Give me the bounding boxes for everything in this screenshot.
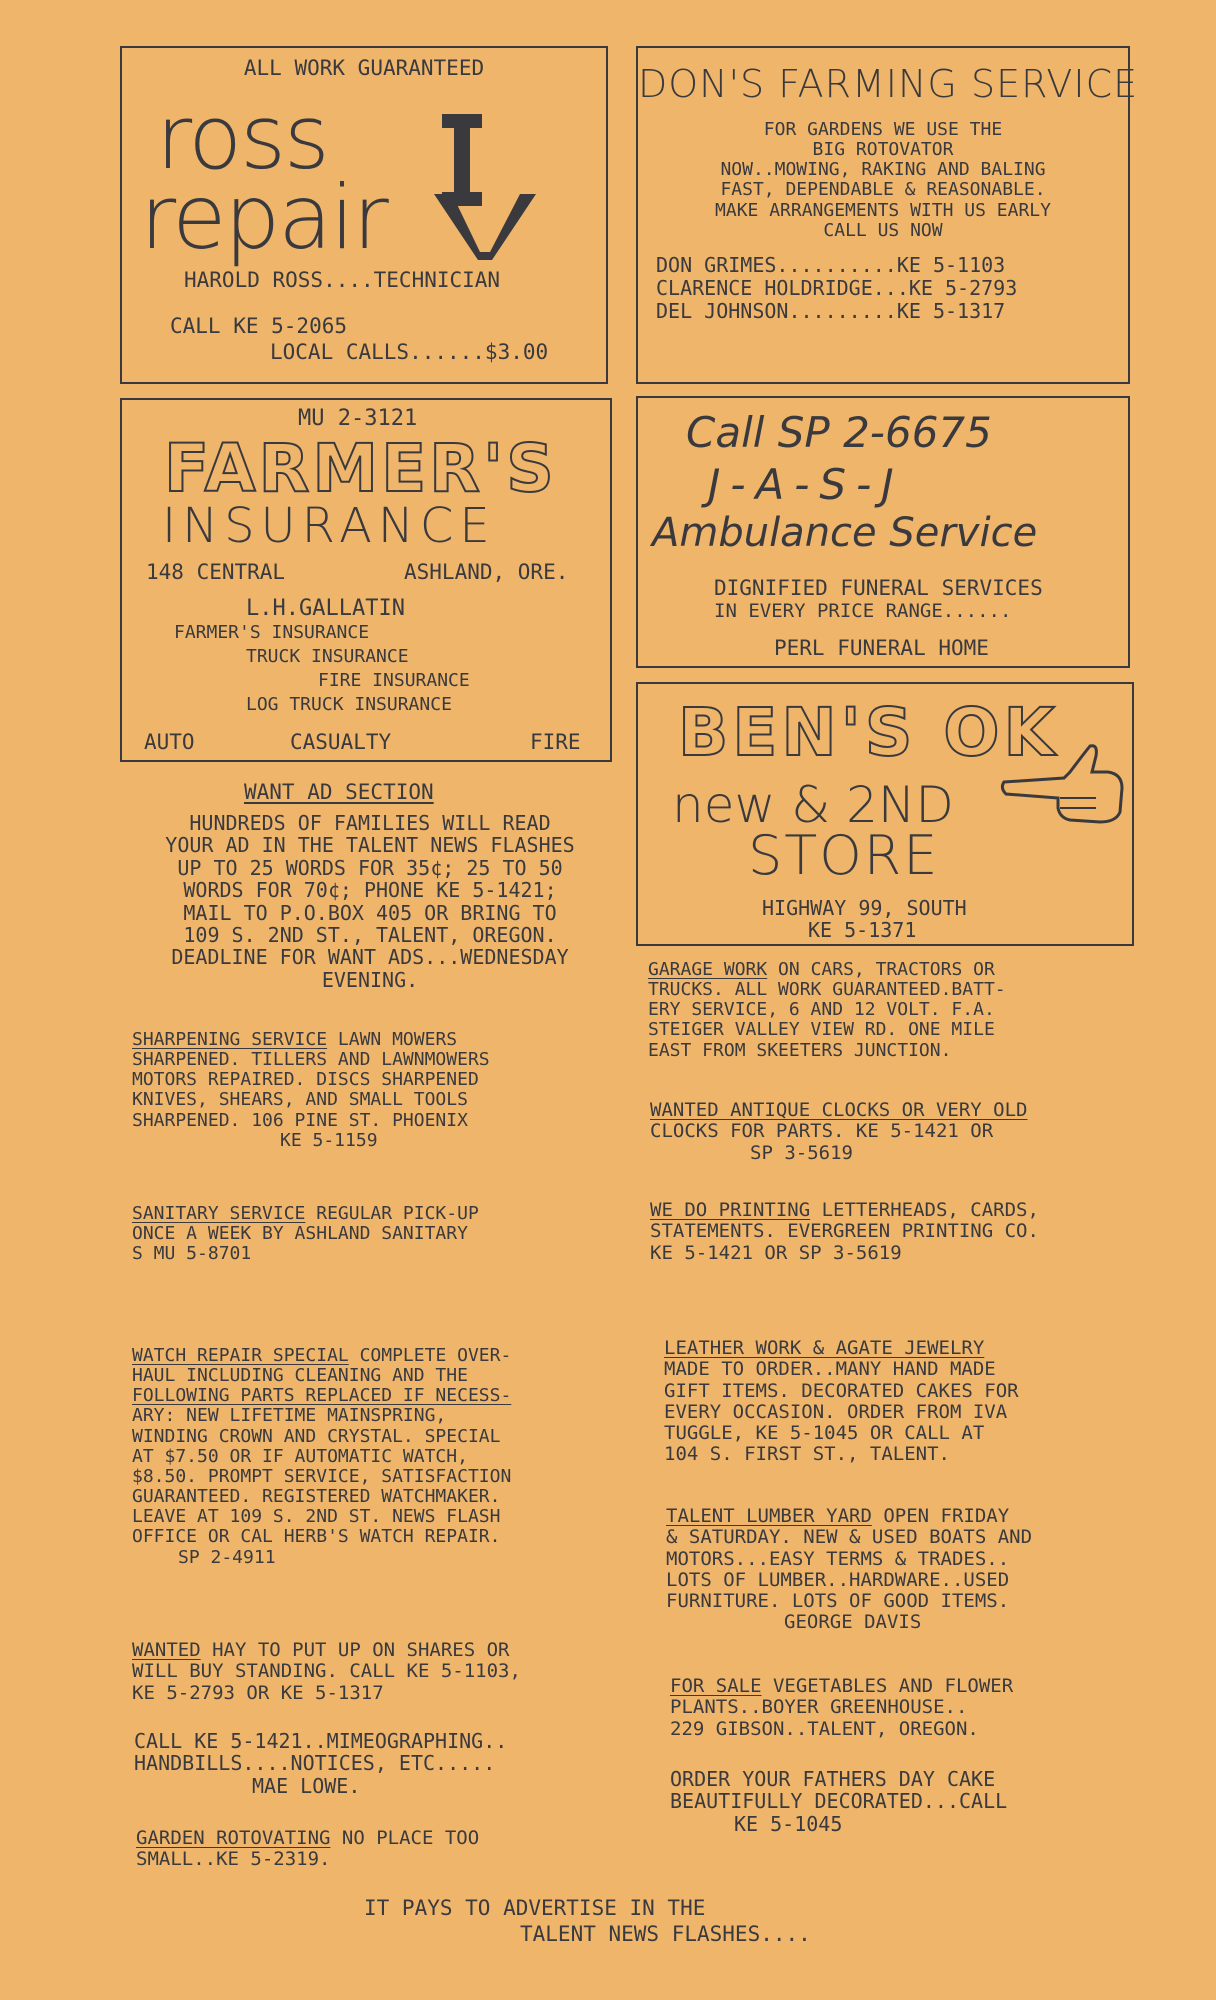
ad-line: WINDING CROWN AND CRYSTAL. SPECIAL xyxy=(132,1425,501,1447)
ad-line: GUARANTEED. REGISTERED WATCHMAKER. xyxy=(132,1486,501,1508)
want-ad-heading: WANT AD SECTION xyxy=(244,780,434,804)
printing-ad xyxy=(650,1200,1039,1264)
tv-logo-icon xyxy=(412,110,542,260)
farmers-phone: MU 2-3121 xyxy=(298,406,418,431)
ad-line: COMPLETE OVER- xyxy=(348,1345,512,1366)
contact-name: CLARENCE HOLDRIDGE... xyxy=(656,276,909,300)
dons-line: FOR GARDENS WE USE THE xyxy=(763,119,1003,140)
ad-line: FOLLOWING PARTS REPLACED IF NECESS- xyxy=(132,1385,512,1407)
intro-line: UP TO 25 WORDS FOR 35¢; 25 TO 50 xyxy=(177,855,563,880)
ad-line: BEAUTIFULLY DECORATED...CALL xyxy=(670,1789,1008,1814)
ad-line: SP 2-4911 xyxy=(178,1546,276,1568)
ad-line: KE 5-2793 OR KE 5-1317 xyxy=(132,1681,384,1704)
ad-line: TUGGLE, KE 5-1045 OR CALL AT xyxy=(664,1422,985,1445)
intro-line: 109 S. 2ND ST., TALENT, OREGON. xyxy=(183,922,557,947)
ad-line: GIFT ITEMS. DECORATED CAKES FOR xyxy=(664,1379,1019,1402)
ad-line: S MU 5-8701 xyxy=(132,1243,252,1265)
farmers-line: TRUCK INSURANCE xyxy=(246,646,409,667)
ad-heading: FOR SALE xyxy=(670,1675,762,1697)
bens-phone: KE 5-1371 xyxy=(808,918,917,942)
bens-ok-store-ad xyxy=(636,682,1134,946)
contact-row xyxy=(656,254,1017,277)
ross-title-top: ross xyxy=(156,86,328,189)
ad-line: NO PLACE TOO xyxy=(330,1827,480,1849)
ad-line: ONCE A WEEK BY ASHLAND SANITARY xyxy=(132,1223,468,1245)
ad-line: SHARPENED. 106 PINE ST. PHOENIX xyxy=(132,1109,468,1131)
watch-repair-ad xyxy=(132,1346,511,1568)
farmers-agent: L.H.GALLATIN xyxy=(246,596,405,621)
ad-line: TRUCKS. ALL WORK GUARANTEED.BATT- xyxy=(648,979,1006,1001)
fathers-day-cake-ad xyxy=(670,1768,1007,1835)
ad-heading: WANTED ANTIQUE CLOCKS OR VERY OLD xyxy=(650,1099,1028,1121)
ad-line: ORDER YOUR FATHERS DAY CAKE xyxy=(670,1767,996,1791)
dons-description xyxy=(638,120,1128,241)
dons-line: CALL US NOW xyxy=(823,219,943,241)
intro-line: EVENING. xyxy=(321,967,419,992)
lumber-yard-ad xyxy=(666,1506,1032,1634)
dons-line: BIG ROTOVATOR xyxy=(812,139,954,161)
leather-work-ad xyxy=(664,1338,1019,1466)
ad-heading: GARDEN ROTOVATING xyxy=(136,1827,331,1849)
intro-line: YOUR AD IN THE TALENT NEWS FLASHES xyxy=(165,833,575,858)
ad-line: OPEN FRIDAY xyxy=(871,1505,1010,1527)
ad-line: EVERY OCCASION. ORDER FROM IVA xyxy=(664,1400,1008,1423)
ad-line: ON CARS, TRACTORS OR xyxy=(767,959,995,980)
garage-work-ad xyxy=(648,960,1006,1061)
ad-line: SHARPENED. TILLERS AND LAWNMOWERS xyxy=(132,1049,490,1071)
ambulance-phone: Call SP 2-6675 xyxy=(686,408,992,457)
ambulance-line1: DIGNIFIED FUNERAL SERVICES xyxy=(714,576,1043,600)
for-sale-plants-ad xyxy=(670,1676,1013,1740)
dons-title: DON'S FARMING SERVICE xyxy=(638,62,1139,106)
wanted-hay-ad xyxy=(132,1640,521,1704)
dons-line: NOW..MOWING, RAKING AND BALING xyxy=(720,159,1046,181)
mimeographing-ad xyxy=(134,1730,507,1797)
ad-line: SP 3-5619 xyxy=(750,1141,853,1164)
ad-line: EAST FROM SKEETERS JUNCTION. xyxy=(648,1039,952,1061)
ad-line: FURNITURE. LOTS OF GOOD ITEMS. xyxy=(666,1590,1010,1613)
ad-line: 104 S. FIRST ST., TALENT. xyxy=(664,1443,950,1466)
intro-line: DEADLINE FOR WANT ADS...WEDNESDAY xyxy=(171,945,569,970)
bens-line2: new & 2ND xyxy=(672,776,954,834)
bens-title: BEN'S OK xyxy=(678,694,1059,771)
ross-tv-repair-ad xyxy=(120,46,608,384)
ad-line: STEIGER VALLEY VIEW RD. ONE MILE xyxy=(648,1019,995,1041)
ad-line: OFFICE OR CAL HERB'S WATCH REPAIR. xyxy=(132,1526,501,1548)
bens-line3: STORE xyxy=(748,824,940,887)
farmers-footer-casualty: CASUALTY xyxy=(290,730,392,754)
ad-line: CALL KE 5-1421..MIMEOGRAPHING.. xyxy=(134,1729,508,1753)
ad-line: KNIVES, SHEARS, AND SMALL TOOLS xyxy=(132,1089,468,1111)
ad-line: AT $7.50 OR IF AUTOMATIC WATCH, xyxy=(132,1445,468,1467)
want-ad-intro xyxy=(120,812,620,991)
ad-heading: WANTED xyxy=(132,1639,201,1661)
farmers-city: ASHLAND, ORE. xyxy=(404,560,569,584)
contact-phone: KE 5-1317 xyxy=(896,299,1006,323)
footer-line2: TALENT NEWS FLASHES.... xyxy=(520,1922,811,1946)
contact-phone: KE 5-2793 xyxy=(908,276,1018,300)
ad-line: SMALL..KE 5-2319. xyxy=(136,1848,331,1871)
farmers-subtitle: INSURANCE xyxy=(162,498,496,554)
contact-phone: KE 5-1103 xyxy=(896,253,1006,277)
ad-line: MOTORS REPAIRED. DISCS SHARPENED xyxy=(132,1069,479,1091)
footer-line1: IT PAYS TO ADVERTISE IN THE xyxy=(364,1896,706,1920)
ross-title-bottom: repair xyxy=(140,166,387,269)
ad-line: LEAVE AT 109 S. 2ND ST. NEWS FLASH xyxy=(132,1506,501,1528)
ross-local-calls: LOCAL CALLS......$3.00 xyxy=(270,340,549,364)
ad-line: LAWN MOWERS xyxy=(327,1029,458,1050)
ad-line: LOTS OF LUMBER..HARDWARE..USED xyxy=(666,1568,1010,1591)
sanitary-service-ad xyxy=(132,1204,479,1264)
farmers-line: FARMER'S INSURANCE xyxy=(174,622,370,643)
ad-heading: LEATHER WORK & AGATE JEWELRY xyxy=(664,1337,985,1359)
ambulance-title: Ambulance Service xyxy=(652,510,1038,556)
ad-line: MOTORS...EASY TERMS & TRADES.. xyxy=(666,1547,1010,1570)
ad-line: KE 5-1421 OR SP 3-5619 xyxy=(650,1241,902,1264)
ad-heading: SANITARY SERVICE xyxy=(132,1203,306,1224)
ambulance-line2: IN EVERY PRICE RANGE...... xyxy=(714,600,1012,622)
ad-line: GEORGE DAVIS xyxy=(784,1611,922,1634)
ad-line: 229 GIBSON..TALENT, OREGON. xyxy=(670,1717,979,1740)
ambulance-home: PERL FUNERAL HOME xyxy=(774,636,989,660)
ad-line: HAUL INCLUDING CLEANING AND THE xyxy=(132,1365,468,1387)
ad-line: MADE TO ORDER..MANY HAND MADE xyxy=(664,1358,996,1381)
contact-name: DON GRIMES.......... xyxy=(656,253,897,277)
ross-phone: CALL KE 5-2065 xyxy=(170,314,348,338)
ad-line: ARY: NEW LIFETIME MAINSPRING, xyxy=(132,1405,447,1427)
ambulance-initials: J-A-S-J xyxy=(708,460,904,509)
ambulance-service-ad xyxy=(636,396,1130,668)
ad-heading: TALENT LUMBER YARD xyxy=(666,1505,872,1527)
farmers-address: 148 CENTRAL xyxy=(146,560,286,584)
intro-line: WORDS FOR 70¢; PHONE KE 5-1421; xyxy=(183,878,557,903)
contact-name: DEL JOHNSON......... xyxy=(656,299,897,323)
ad-line: WILL BUY STANDING. CALL KE 5-1103, xyxy=(132,1660,521,1683)
garden-rotovating-ad xyxy=(136,1828,479,1871)
ad-line: VEGETABLES AND FLOWER xyxy=(761,1675,1014,1697)
ad-line: KE 5-1045 xyxy=(734,1811,843,1836)
ad-line: STATEMENTS. EVERGREEN PRINTING CO. xyxy=(650,1220,1039,1243)
antique-clocks-ad xyxy=(650,1100,1028,1164)
ad-line: HANDBILLS....NOTICES, ETC..... xyxy=(134,1751,496,1776)
contact-row xyxy=(656,300,1017,323)
intro-line: MAIL TO P.O.BOX 405 OR BRING TO xyxy=(183,900,557,925)
dons-line: FAST, DEPENDABLE & REASONABLE. xyxy=(720,179,1046,201)
ad-line: MAE LOWE. xyxy=(252,1773,361,1798)
bens-address: HIGHWAY 99, SOUTH xyxy=(762,896,967,920)
ad-line: $8.50. PROMPT SERVICE, SATISFACTION xyxy=(132,1465,512,1487)
ad-line: & SATURDAY. NEW & USED BOATS AND xyxy=(666,1526,1033,1549)
ad-line: LETTERHEADS, CARDS, xyxy=(810,1199,1039,1221)
sharpening-service-ad xyxy=(132,1030,490,1151)
farmers-footer-auto: AUTO xyxy=(144,730,195,754)
ad-heading: GARAGE WORK xyxy=(648,959,768,980)
farmers-line: FIRE INSURANCE xyxy=(318,670,470,691)
pointing-hand-icon xyxy=(1000,738,1130,828)
ad-line: HAY TO PUT UP ON SHARES OR xyxy=(200,1639,510,1661)
ad-line: CLOCKS FOR PARTS. KE 5-1421 OR xyxy=(650,1120,994,1143)
farmers-insurance-ad xyxy=(120,398,612,762)
ad-line: KE 5-1159 xyxy=(280,1129,378,1151)
farmers-line: LOG TRUCK INSURANCE xyxy=(246,694,452,715)
ross-header: ALL WORK GUARANTEED xyxy=(243,56,485,80)
ad-heading: WE DO PRINTING xyxy=(650,1199,811,1221)
ad-line: PLANTS..BOYER GREENHOUSE.. xyxy=(670,1696,968,1719)
ad-line: REGULAR PICK-UP xyxy=(305,1203,479,1224)
contact-row xyxy=(656,277,1017,300)
farmers-footer-fire: FIRE xyxy=(530,730,581,754)
ross-technician: HAROLD ROSS....TECHNICIAN xyxy=(184,268,501,292)
farmers-title: FARMER'S xyxy=(164,430,557,507)
intro-line: HUNDREDS OF FAMILIES WILL READ xyxy=(189,811,551,835)
dons-farming-service-ad xyxy=(636,46,1139,384)
ad-heading: SHARPENING SERVICE xyxy=(132,1029,328,1050)
ad-line: ERY SERVICE, 6 AND 12 VOLT. F.A. xyxy=(648,999,995,1021)
dons-contacts xyxy=(656,254,1017,323)
ad-heading: WATCH REPAIR SPECIAL xyxy=(132,1345,349,1366)
dons-line: MAKE ARRANGEMENTS WITH US EARLY xyxy=(715,199,1051,221)
